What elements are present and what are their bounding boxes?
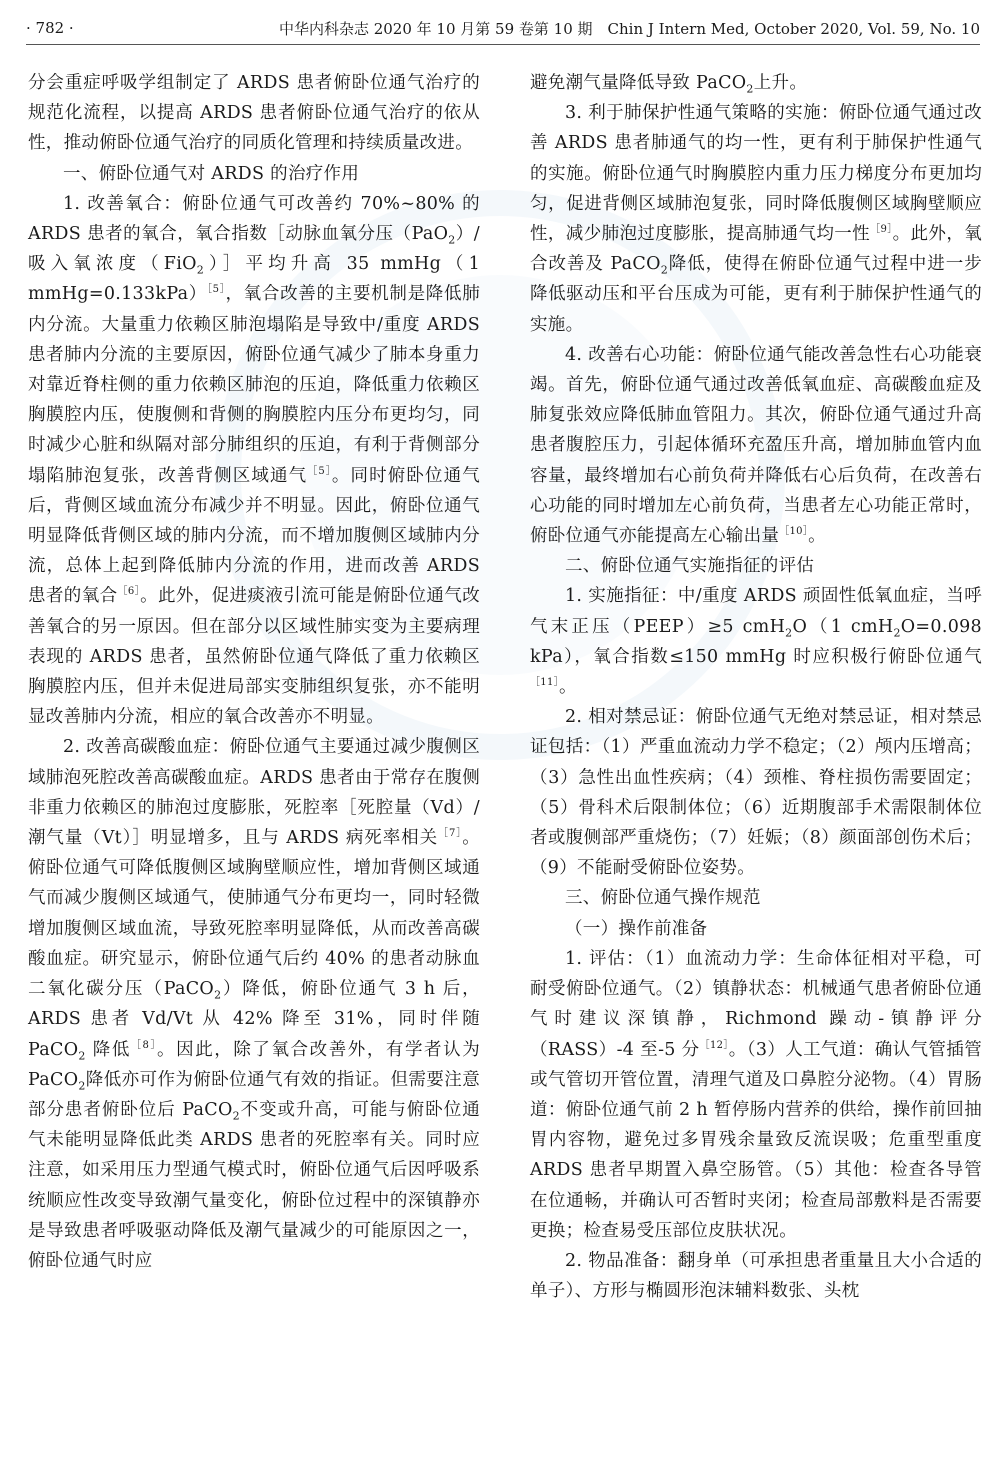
- citation: ［5］: [307, 465, 332, 477]
- citation: ［7］: [438, 828, 463, 840]
- paragraph: 3. 利于肺保护性通气策略的实施：俯卧位通气通过改善 ARDS 患者肺通气的均一性，更有利于肺保护性通气的实施。俯卧位通气时胸膜腔内重力压力梯度分布更加均匀，促进背侧区域肺泡复张，同时降低腹侧区域胸壁顺应性，减少肺泡过度膨胀，提高肺通气均一性$^{[9]}$。此外，氧合改善及 PaCO$_2$降低，使得在俯卧位通气过程中进一步降低驱动压和平台压成为可能，更有利于肺保护性通气的实施。: [530, 103, 983, 335]
- paragraph: 1. 实施指征：中/重度 ARDS 顽固性低氧血症，当呼气末正压（PEEP）≥5 cmH$_2$O（1 cmH$_2$O=0.098 kPa），氧合指数≤150 mmHg 时应积极行俯卧位通气$^{[11]}$。: [530, 586, 982, 698]
- citation: ［10］: [779, 526, 809, 538]
- header-divider: [26, 44, 980, 45]
- paragraph: 1. 改善氧合：俯卧位通气可改善约 70%~80% 的 ARDS 患者的氧合，氧合指数［动脉血氧分压（PaO$_2$）/吸入氧浓度（FiO$_2$）］平均升高 35 mmHg（1 mmHg=0.133kPa）$^{[5]}$，氧合改善的主要机制是降低肺内分流。大量重力依赖区肺泡塌陷是导致中/重度 ARDS 患者肺内分流的主要原因，俯卧位通气减少了肺本身重力对靠近脊柱侧的重力依赖区肺泡的压迫，降低重力依赖区胸膜腔内压，使腹侧和背侧的胸膜腔内压分布更均匀，同时减少心脏和纵隔对部分肺组织的压迫，有利于背侧部分塌陷肺泡复张，改善背侧区域通气$^{[5]}$。同时俯卧位通气后，背侧区域血流分布减少并不明显。因此，俯卧位通气明显降低背侧区域的肺内分流，而不增加腹侧区域肺内分流，总体上起到降低肺内分流的作用，进而改善 ARDS 患者的氧合$^{[6]}$。此外，促进痰液引流可能是俯卧位通气改善氧合的另一原因。但在部分以区域性肺实变为主要病理表现的 ARDS 患者，虽然俯卧位通气降低了重力依赖区胸膜腔内压，但并未促进局部实变肺组织复张，亦不能明显改善肺内分流，相应的氧合改善亦不明显。: [28, 193, 481, 728]
- section-heading: 一、俯卧位通气对 ARDS 的治疗作用: [63, 163, 360, 184]
- citation: ［11］: [530, 677, 559, 689]
- paragraph: 2. 改善高碳酸血症：俯卧位通气主要通过减少腹侧区域肺泡死腔改善高碳酸血症。ARDS 患者由于常存在腹侧非重力依赖区的肺泡过度膨胀，死腔率［死腔量（Vd）/潮气量（Vt）］明显增多，且与 ARDS 病死率相关$^{[7]}$。俯卧位通气可降低腹侧区域胸壁顺应性，增加背侧区域通气而减少腹侧区域通气，使肺通气分布更均一，同时轻微增加腹侧区域血流，导致死腔率明显降低，从而改善高碳酸血症。研究显示，俯卧位通气后约 40% 的患者动脉血二氧化碳分压（PaCO$_2$）降低，俯卧位通气 3 h 后，ARDS 患者 Vd/Vt 从 42% 降至 31%，同时伴随 PaCO$_2$ 降低$^{[8]}$。因此，除了氧合改善外，有学者认为 PaCO$_2$降低亦可作为俯卧位通气有效的指证。但需要注意部分患者俯卧位后 PaCO$_2$不变或升高，可能与俯卧位通气未能明显降低此类 ARDS 患者的死腔率有关。同时应注意，如采用压力型通气模式时，俯卧位通气后因呼吸系统顺应性改变导致潮气量变化，俯卧位过程中的深镇静亦是导致患者呼吸驱动降低及潮气量减少的可能原因之一，俯卧位通气时应: [28, 737, 480, 1271]
- journal-citation: 中华内科杂志 2020 年 10 月第 59 卷第 10 期 Chin J Intern Med, October 2020, Vol. 59, No. 10: [278, 19, 980, 38]
- page-header: [26, 16, 980, 40]
- citation: ［5］: [206, 284, 226, 296]
- paragraph: 避免潮气量降低导致 PaCO$_2$上升。: [530, 73, 808, 96]
- citation: ［9］: [870, 224, 893, 236]
- paragraph: 1. 评估：（1）血流动力学：生命体征相对平稳，可耐受俯卧位通气。（2）镇静状态：机械通气患者俯卧位通气时建议深镇静，Richmond 躁动-镇静评分（RASS）-4 至-5 分$^{[12]}$。（3）人工气道：确认气管插管或气管切开管位置，清理气道及口鼻腔分泌物。（4）胃肠道：俯卧位通气前 2 h 暂停肠内营养的供给，操作前回抽胃内容物，避免过多胃残余量致反流误吸；危重型重度 ARDS 患者早期置入鼻空肠管。（5）其他：检查各导管在位通畅，并确认可否暂时夹闭；检查局部敷料是否需要更换；检查易受压部位皮肤状况。: [530, 948, 983, 1241]
- paragraph: 4. 改善右心功能：俯卧位通气能改善急性右心功能衰竭。首先，俯卧位通气通过改善低氧血症、高碳酸血症及肺复张效应降低肺血管阻力。其次，俯卧位通气通过升高患者腹腔压力，引起体循环充盈压升高，增加肺血管内血容量，最终增加右心前负荷并降低右心后负荷，在改善右心功能的同时增加左心前负荷，当患者左心功能正常时，俯卧位通气亦能提高左心输出量$^{[10]}$。: [530, 344, 982, 547]
- paragraph: 分会重症呼吸学组制定了 ARDS 患者俯卧位通气治疗的规范化流程，以提高 ARDS 患者俯卧位通气治疗的依从性，推动俯卧位通气治疗的同质化管理和持续质量改进。: [28, 73, 480, 154]
- citation: ［12］: [699, 1039, 729, 1051]
- page-number: · 782 ·: [26, 19, 74, 37]
- left-column: [28, 68, 480, 1276]
- citation: ［8］: [130, 1039, 158, 1051]
- subsection-heading: （一）操作前准备: [565, 918, 708, 939]
- section-heading: 二、俯卧位通气实施指征的评估: [565, 556, 815, 577]
- citation: ［6］: [117, 586, 141, 598]
- paragraph: 2. 相对禁忌证：俯卧位通气无绝对禁忌证，相对禁忌证包括：（1）严重血流动力学不稳定；（2）颅内压增高；（3）急性出血性疾病；（4）颈椎、脊柱损伤需要固定；（5）骨科术后限制体位；（6）近期腹部手术需限制体位者或腹侧部严重烧伤；（7）妊娠；（8）颜面部创伤术后；（9）不能耐受俯卧位姿势。: [530, 707, 982, 879]
- section-heading: 三、俯卧位通气操作规范: [565, 888, 761, 909]
- right-column: [530, 68, 982, 1306]
- paragraph: 2. 物品准备：翻身单（可承担患者重量且大小合适的单子）、方形与椭圆形泡沫辅料数张、头枕: [530, 1250, 982, 1302]
